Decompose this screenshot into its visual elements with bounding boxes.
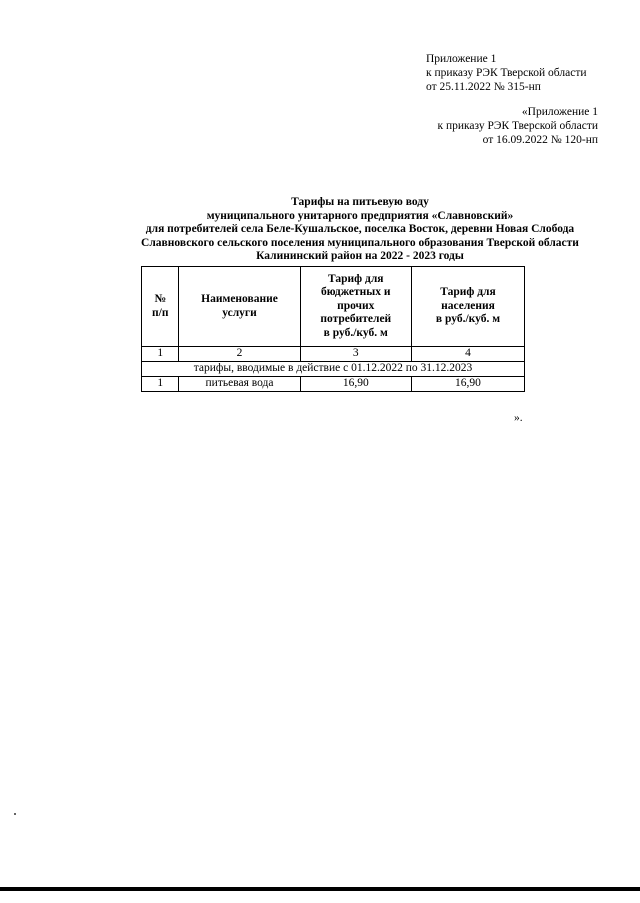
period-row xyxy=(142,362,525,377)
header-service-name: Наименование услуги xyxy=(179,267,300,347)
column-number-row xyxy=(142,347,525,362)
column-number: 1 xyxy=(142,347,179,362)
budget-tariff-value: 16,90 xyxy=(300,377,411,392)
appendix-order-date: от 16.09.2022 № 120-нп xyxy=(482,134,598,146)
appendix-order-reference: к приказу РЭК Тверской области xyxy=(437,120,598,132)
tariff-table xyxy=(141,266,525,392)
title-line: Тарифы на питьевую воду xyxy=(291,196,429,208)
header-population-tariff: Тариф для населения в руб./куб. м xyxy=(411,267,524,347)
row-number: 1 xyxy=(142,377,179,392)
column-number: 2 xyxy=(179,347,300,362)
scan-speck xyxy=(14,813,16,815)
closing-quote-mark: ». xyxy=(514,412,523,424)
page-bottom-border xyxy=(0,887,640,891)
appendix-label: Приложение 1 xyxy=(426,53,497,65)
current-appendix-reference xyxy=(426,52,587,94)
period-label: тарифы, вводимые в действие с 01.12.2022 по 31.12.2023 xyxy=(142,362,525,377)
title-line: Калининский район на 2022 - 2023 годы xyxy=(256,250,464,262)
column-number: 3 xyxy=(300,347,411,362)
table-row xyxy=(142,377,525,392)
appendix-order-reference: к приказу РЭК Тверской области xyxy=(426,67,587,79)
header-number: № п/п xyxy=(142,267,179,347)
header-budget-tariff: Тариф для бюджетных и прочих потребителей в руб./куб. м xyxy=(300,267,411,347)
previous-appendix-reference xyxy=(438,105,599,147)
service-name: питьевая вода xyxy=(179,377,300,392)
table-header-row xyxy=(142,267,525,347)
title-line: Славновского сельского поселения муниципального образования Тверской области xyxy=(141,236,579,249)
title-line: муниципального унитарного предприятия «Славновский» xyxy=(206,209,514,222)
appendix-label: «Приложение 1 xyxy=(521,106,598,118)
column-number: 4 xyxy=(411,347,524,362)
title-line: для потребителей села Беле-Кушальское, поселка Восток, деревни Новая Слобода xyxy=(145,223,575,235)
document-title xyxy=(60,196,640,264)
appendix-order-date: от 25.11.2022 № 315-нп xyxy=(426,81,541,93)
population-tariff-value: 16,90 xyxy=(411,377,524,392)
